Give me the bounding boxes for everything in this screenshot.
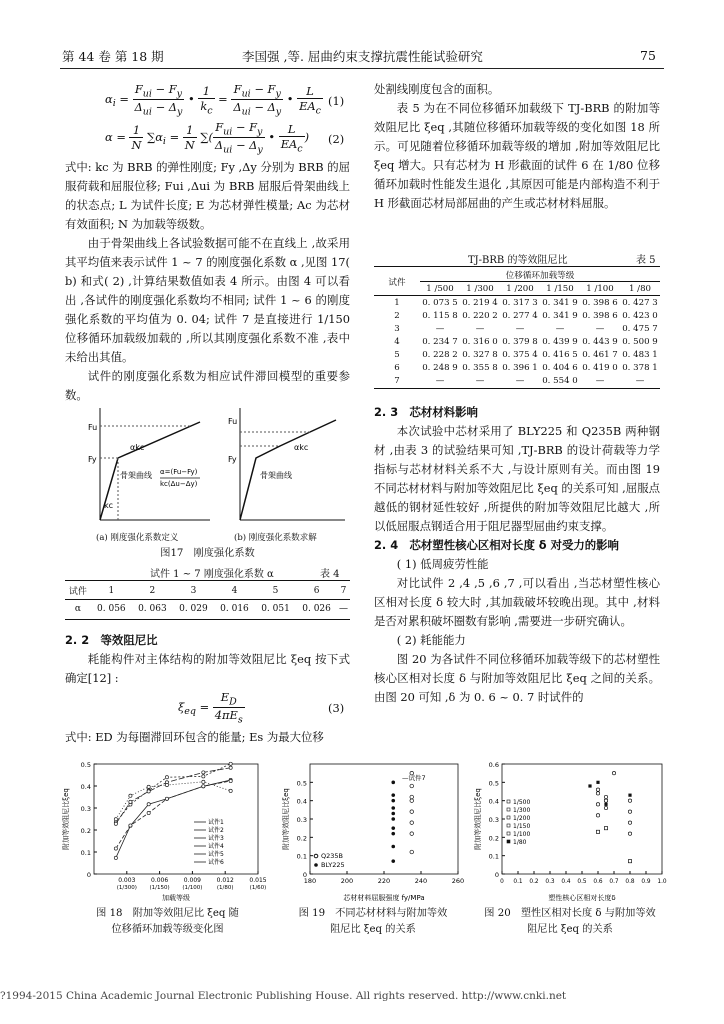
x-axis-label: 加载等级	[162, 894, 190, 902]
table-cell: 0. 398 6	[582, 310, 618, 321]
legend-label: 试件4	[208, 843, 224, 850]
table-cell: 4	[231, 585, 238, 596]
y-tick-label: 0	[302, 871, 307, 879]
data-point	[147, 811, 150, 814]
data-point	[165, 776, 168, 779]
table5-bottom-rule	[374, 388, 660, 389]
legend-label: 试件5	[208, 851, 224, 858]
data-point	[410, 795, 414, 799]
data-point	[147, 790, 150, 793]
table5-label: 表 5	[636, 255, 656, 266]
table-cell: 0. 026	[302, 604, 331, 614]
y-tick-label: 0	[86, 871, 91, 879]
section-heading: 2. 2 等效阻尼比	[65, 633, 158, 647]
fig19-caption-line2: 阻尼比 ξeq 的关系	[330, 924, 416, 935]
data-point	[612, 771, 615, 774]
left-text-block-3	[65, 728, 350, 747]
table-cell: —	[635, 375, 645, 386]
x-tick-label: 0.1	[513, 879, 523, 885]
x-tick-label: 1.0	[657, 879, 667, 885]
fig17a-diagram	[88, 408, 210, 520]
table-col-header: 1 /100	[586, 283, 614, 294]
legend-marker	[507, 816, 510, 819]
table4-top-rule	[65, 580, 350, 581]
y-tick-label: 0.1	[80, 849, 91, 857]
table-cell: 2	[149, 585, 156, 596]
paragraph: 耗能构件对主体结构的附加等效阻尼比 ξeq 按下式确定[12] :	[65, 652, 350, 685]
left-text-block-1	[65, 158, 350, 405]
page-number: 75	[640, 48, 656, 63]
table-row	[374, 322, 660, 335]
paragraph: 处割线刚度包含的面积。	[374, 82, 500, 96]
y-tick-label: 0.3	[296, 816, 307, 824]
legend-label: Q235B	[321, 852, 343, 860]
table-cell: 4	[394, 336, 400, 347]
data-point	[165, 797, 168, 800]
x-tick-label: 0.5	[577, 879, 587, 885]
x-axis-label: 塑性核心区相对长度δ	[548, 894, 616, 902]
y-axis-label: 附加等效阻尼比ξeq	[282, 788, 290, 850]
y-tick-label: 0.4	[80, 783, 91, 791]
series-line	[116, 764, 231, 823]
data-point	[596, 792, 599, 795]
table-cell: 7	[340, 585, 347, 596]
y-tick-label: 0.5	[488, 779, 499, 788]
table-cell: 0. 396 1	[502, 362, 538, 373]
legend-marker	[507, 800, 510, 803]
table-cell: 0. 056	[97, 604, 126, 614]
data-point	[391, 812, 395, 816]
y-tick-label: 0.3	[488, 816, 499, 824]
x-tick-label: 0.3	[545, 879, 555, 885]
eq1-number: (1)	[328, 94, 345, 108]
table-cell: 0. 443 9	[582, 336, 618, 347]
table-row	[374, 348, 660, 361]
x-tick-label: 0.4	[561, 879, 571, 885]
y-axis-label: 附加等效阻尼比ξeq	[62, 788, 70, 850]
x-tick-sublabel: (1/300)	[116, 885, 137, 891]
table4-bottom-rule	[65, 619, 350, 620]
table-cell: 0. 327 8	[462, 349, 498, 360]
data-point	[391, 793, 395, 797]
table-col-header: 1 /200	[506, 283, 534, 294]
x-tick-label: 0.009	[183, 877, 201, 884]
paragraph: 式中: kc 为 BRB 的弹性刚度; Fy ,Δy 分别为 BRB 的屈服荷载和屈服位移; Fui ,Δui 为 BRB 屈服后骨架曲线上的状态点; L 为试件长度; E 为芯材弹性模量; Ac 为芯材有效面积; N 为加载等级数。	[65, 160, 350, 231]
table-header-row	[374, 268, 660, 282]
table5-top-rule	[374, 266, 660, 267]
data-point	[391, 799, 395, 803]
svg-text:αkc: αkc	[294, 443, 309, 452]
svg-text:Fy: Fy	[88, 455, 97, 464]
table-cell: 1	[108, 585, 115, 596]
table-cell: 0. 029	[179, 604, 208, 614]
data-point	[391, 832, 395, 836]
data-point	[202, 785, 205, 788]
data-point	[604, 795, 607, 798]
table-cell: 0. 423 0	[622, 310, 658, 321]
table-cell: 0. 375 4	[502, 349, 538, 360]
legend-label: 1/500	[513, 799, 531, 806]
fig18-caption-line1: 图 18 附加等效阻尼比 ξeq 随	[96, 908, 239, 919]
figure-20-chart	[470, 758, 670, 908]
annotation: —试件7	[402, 774, 426, 782]
table-row	[374, 374, 660, 387]
paragraph: 本次试验中芯材采用了 BLY225 和 Q235B 两种钢材 ,由表 3 的试验结果可知 ,TJ-BRB 的设计荷载等力学指标与芯材材料关系不大 ,与设计原则有关。而由图 19 不同芯材材料与附加等效阻尼比 ξeq 的关系可知 ,屈服点越低的钢材延性较好 ,所提供的附加等效阻尼比越大 ,所以低屈服点钢适合用于阻尼器型屈曲约束支撑。	[374, 424, 660, 533]
data-point	[114, 856, 117, 859]
x-tick-label: 200	[340, 877, 354, 885]
table-cell: 0. 554 0	[542, 375, 578, 386]
data-point	[410, 832, 414, 836]
table-cell: —	[435, 375, 445, 386]
y-tick-label: 0.6	[488, 761, 499, 769]
data-point	[410, 784, 414, 788]
table-row	[374, 296, 660, 310]
table-cell: 0. 341 9	[542, 297, 578, 308]
series-line	[116, 768, 231, 824]
data-point	[114, 822, 117, 825]
svg-text:Fu: Fu	[228, 417, 238, 426]
x-axis-label: 芯材材料屈服强度 fy/MPa	[343, 894, 425, 902]
journal-volume: 第 44 卷 第 18 期	[62, 49, 164, 64]
x-tick-label: 0.2	[529, 879, 539, 885]
table-cell: 0. 439 9	[542, 336, 578, 347]
fig17-caption: 图17 刚度强化系数	[160, 548, 255, 559]
data-point	[147, 785, 150, 788]
data-point	[628, 799, 631, 802]
table-row	[65, 600, 350, 619]
x-tick-label: 240	[414, 877, 428, 885]
x-tick-label: 260	[451, 877, 465, 885]
x-tick-label: 220	[377, 877, 391, 885]
data-point	[588, 784, 591, 787]
equation-1: $\alpha_i$ = $\frac{F_{ui} - F_y}{\Delta_{ui} - \Delta_y}$ • $\frac{1}{k_c}$ = $\frac{F_{ui} - F_y}{\Delta_{ui} - \Delta_y}$ • $\frac{L}{EA_c}$	[105, 82, 321, 118]
table-cell: 0. 500 9	[622, 336, 658, 347]
figure-19-chart	[278, 758, 468, 908]
legend-label: 试件6	[208, 859, 224, 866]
paragraph: 表 5 为在不同位移循环加载级下 TJ-BRB 的附加等效阻尼比 ξeq ,其随位移循环加载等级的变化如图 18 所示。可见随着位移循环加载等级的增加 ,附加等效阻尼比 ξeq 增大。只有芯材为 H 形截面的试件 6 在 1/80 位移循环加载时性能发生退化 ,其原因可能是内部构造不利于 H 形截面芯材局部屈曲的产生或芯材材料屈服。	[374, 101, 660, 210]
fig17b-caption: (b) 刚度强化系数求解	[234, 533, 317, 543]
table-cell: 0. 483 1	[622, 349, 658, 360]
table-cell: 0. 063	[138, 604, 167, 614]
table-cell: —	[339, 604, 349, 614]
table-cell: 3	[394, 323, 400, 334]
table-cell: 5	[394, 349, 400, 360]
paragraph: 图 20 为各试件不同位移循环加载等级下的芯材塑性核心区相对长度 δ 与附加等效阻尼比 ξeq 之间的关系。由图 20 可知 ,δ 为 0. 6 ~ 0. 7 时试件的	[374, 652, 660, 704]
data-point	[202, 771, 205, 774]
y-tick-label: 0.3	[80, 805, 91, 813]
table-cell: 0. 341 9	[542, 310, 578, 321]
table-cell: —	[515, 323, 525, 334]
table-cell: 0. 378 1	[622, 362, 658, 373]
data-point	[391, 826, 395, 830]
table-cell: —	[595, 323, 605, 334]
svg-text:Fu: Fu	[88, 423, 98, 432]
data-point	[114, 847, 117, 850]
data-point	[628, 794, 631, 797]
legend-label: 1/300	[513, 807, 531, 814]
x-tick-label: 0	[500, 879, 504, 885]
legend-label: BLY225	[321, 861, 345, 869]
x-tick-label: 0.012	[216, 877, 234, 884]
data-point	[391, 859, 395, 863]
fig18-caption	[60, 906, 275, 938]
table-cell: —	[435, 323, 445, 334]
data-point	[628, 821, 631, 824]
y-tick-label: 0.1	[296, 852, 307, 861]
table-col-header: 1 /80	[628, 283, 652, 294]
legend-marker	[314, 854, 318, 858]
table-cell: 3	[190, 585, 197, 596]
y-tick-label: 0.2	[80, 827, 91, 835]
data-point	[129, 800, 132, 803]
fig17a-caption: (a) 刚度强化系数定义	[96, 533, 179, 543]
fig20-caption-line2: 阻尼比 ξeq 的关系	[527, 924, 613, 935]
legend-label: 1/200	[513, 815, 531, 822]
table-cell: 0. 398 6	[582, 297, 618, 308]
x-tick-label: 0.015	[249, 877, 267, 884]
table-cell: 0. 219 4	[462, 297, 498, 308]
table-cell: 7	[394, 375, 400, 386]
table-row	[374, 335, 660, 348]
data-point	[410, 799, 414, 803]
right-text-block-2	[374, 403, 660, 707]
table-4	[65, 582, 350, 618]
data-point	[229, 762, 232, 765]
figure-18-chart	[58, 758, 268, 908]
x-tick-label: 0.9	[641, 879, 651, 885]
data-point	[604, 827, 607, 830]
table-cell: 0. 317 3	[502, 297, 538, 308]
data-point	[628, 832, 631, 835]
y-axis-label: 附加等效阻尼比ξeq	[474, 788, 482, 850]
x-tick-sublabel: (1/150)	[149, 885, 170, 891]
data-point	[165, 783, 168, 786]
y-tick-label: 0.5	[296, 779, 307, 788]
table-cell: 0. 051	[261, 604, 290, 614]
x-tick-label: 0.006	[151, 877, 169, 884]
data-point	[596, 803, 599, 806]
legend-label: 1/100	[513, 831, 531, 838]
paragraph: 由于骨架曲线上各试验数据可能不在直线上 ,故采用其平均值来表示试件 1 ~ 7 的刚度强化系数 α ,见图 17( b) 和式( 2) ,计算结果数值如表 4 所示。由图 4 可以看出 ,各试件的刚度强化系数均不相同; 试件 1 ~ 6 的刚度强化系数的平均值为 0. 04; 试件 7 是直接进行 1/150 位移循环加载级加载的 ,所以其刚度强化系数不准 ,表中未给出其值。	[65, 236, 350, 364]
table-cell: 5	[272, 585, 279, 596]
table-cell: 0. 461 7	[582, 349, 618, 360]
data-point	[229, 779, 232, 782]
data-point	[129, 824, 132, 827]
y-tick-label: 0.1	[488, 852, 499, 861]
table-cell: 0. 220 2	[462, 310, 498, 321]
equation-3: $\xi_{eq}$ = $\frac{E_D}{4\pi E_s}$	[178, 690, 243, 726]
data-point	[604, 803, 607, 806]
running-title: 李国强 ,等. 屈曲约束支撑抗震性能试验研究	[242, 49, 483, 64]
table-row	[374, 361, 660, 374]
legend-label: 试件2	[208, 827, 224, 834]
legend-marker	[507, 808, 510, 811]
legend-marker	[507, 840, 510, 843]
table-cell: 0. 234 7	[422, 336, 458, 347]
x-tick-label: 0.7	[609, 879, 619, 885]
right-text-block-1	[374, 80, 660, 213]
y-tick-label: 0.4	[296, 797, 307, 806]
table-group-header: 位移循环加载等级	[420, 268, 660, 282]
data-point	[391, 817, 395, 821]
x-tick-sublabel: (1/60)	[249, 885, 267, 891]
table-cell: 0. 115 8	[422, 310, 458, 321]
table-cell: 1	[394, 297, 400, 308]
table-cell: 0. 379 8	[502, 336, 538, 347]
data-point	[229, 766, 232, 769]
table5-title: TJ-BRB 的等效阻尼比	[468, 255, 568, 266]
table-cell: —	[475, 323, 485, 334]
table-cell: 0. 228 2	[422, 349, 458, 360]
svg-text:kc: kc	[104, 501, 114, 510]
subheading: ( 2) 耗能能力	[396, 633, 466, 647]
table-corner: 试件	[388, 277, 406, 288]
data-point	[410, 850, 414, 854]
y-tick-label: 0	[494, 871, 499, 879]
svg-text:骨架曲线: 骨架曲线	[120, 471, 152, 480]
table-cell: 试件	[68, 587, 87, 597]
data-point	[604, 806, 607, 809]
data-point	[147, 803, 150, 806]
paragraph: 式中: ED 为每圈滞回环包含的能量; Es 为最大位移	[65, 730, 324, 744]
svg-text:骨架曲线: 骨架曲线	[260, 471, 292, 480]
table-cell: 0. 016	[220, 604, 249, 614]
table-cell: 6	[394, 362, 400, 373]
x-tick-sublabel: (1/100)	[182, 885, 203, 891]
fig19-caption-line1: 图 19 不同芯材材料与附加等效	[298, 908, 448, 919]
legend-marker	[314, 863, 318, 867]
svg-text:Fy: Fy	[228, 455, 237, 464]
subheading: ( 1) 低周疲劳性能	[396, 557, 489, 571]
svg-text:α=(Fu−Fy): α=(Fu−Fy)	[160, 468, 198, 476]
table-header-row	[65, 582, 350, 600]
data-point	[202, 780, 205, 783]
data-point	[129, 794, 132, 797]
section-heading: 2. 3 芯材材料影响	[374, 405, 478, 419]
data-point	[202, 775, 205, 778]
table-cell: 0. 416 5	[542, 349, 578, 360]
y-tick-label: 0.5	[80, 761, 91, 769]
data-point	[410, 821, 414, 825]
fig20-caption-line1: 图 20 塑性区相对长度 δ 与附加等效	[484, 908, 656, 919]
table-cell: 0. 419 0	[582, 362, 618, 373]
y-tick-label: 0.2	[296, 834, 307, 843]
left-text-block-2	[65, 631, 350, 688]
x-tick-label: 0.6	[593, 879, 603, 885]
table-row	[374, 309, 660, 322]
legend-label: 1/80	[513, 839, 527, 846]
table-cell: 0. 248 9	[422, 362, 458, 373]
table4-title: 试件 1 ~ 7 刚度强化系数 α	[150, 569, 274, 580]
data-point	[628, 860, 631, 863]
data-point	[391, 781, 395, 785]
eq2-number: (2)	[328, 132, 345, 146]
legend-label: 1/150	[513, 823, 531, 830]
table-cell: α	[74, 604, 81, 614]
x-tick-label: 180	[303, 877, 317, 885]
data-point	[229, 789, 232, 792]
x-tick-label: 0.8	[625, 879, 635, 885]
eq3-number: (3)	[328, 701, 345, 715]
table-col-header: 1 /150	[546, 283, 574, 294]
table-cell: —	[555, 323, 565, 334]
table-cell: —	[475, 375, 485, 386]
legend-marker	[507, 832, 510, 835]
x-tick-sublabel: (1/80)	[216, 885, 234, 891]
legend-marker	[507, 824, 510, 827]
data-point	[114, 818, 117, 821]
paragraph: 试件的刚度强化系数为相应试件滞回模型的重要参数。	[65, 369, 350, 402]
table-cell: 2	[394, 310, 400, 321]
legend-label: 试件3	[208, 835, 224, 842]
y-tick-label: 0.2	[488, 834, 499, 843]
data-point	[410, 810, 414, 814]
table-cell: —	[515, 375, 525, 386]
table-5	[374, 268, 660, 387]
fig17b-diagram	[228, 408, 345, 520]
table-cell: 0. 355 8	[462, 362, 498, 373]
table-cell: 0. 427 3	[622, 297, 658, 308]
x-tick-label: 0.003	[118, 877, 136, 884]
fig19-caption	[278, 906, 468, 938]
data-point	[596, 814, 599, 817]
data-point	[391, 806, 395, 810]
fig20-caption	[470, 906, 670, 938]
data-point	[628, 810, 631, 813]
table-col-header: 1 /300	[466, 283, 494, 294]
table-cell: 0. 475 7	[622, 323, 658, 334]
data-point	[596, 788, 599, 791]
section-heading: 2. 4 芯材塑性核心区相对长度 δ 对受力的影响	[374, 538, 619, 552]
data-point	[604, 799, 607, 802]
table-col-header: 1 /500	[426, 283, 454, 294]
data-point	[596, 830, 599, 833]
legend-label: 试件1	[208, 819, 224, 826]
fig18-caption-line2: 位移循环加载等级变化图	[111, 924, 224, 935]
equation-2: α = $\frac{1}{N}$ $\sum\alpha_i$ = $\frac{1}{N}$ ∑( $\frac{F_{ui} - F_y}{\Delta_{ui} - \Delta_y}$ • $\frac{L}{EA_c}$ )	[105, 120, 310, 156]
table4-label: 表 4	[320, 569, 340, 580]
svg-text:αkc: αkc	[130, 443, 145, 452]
table-cell: 0. 316 0	[462, 336, 498, 347]
table-cell: 0. 277 4	[502, 310, 538, 321]
table-cell: —	[595, 375, 605, 386]
figure-17	[70, 400, 350, 530]
y-tick-label: 0.4	[488, 797, 499, 806]
svg-text:kc(Δu−Δy): kc(Δu−Δy)	[160, 480, 198, 488]
copyright-footer: ?1994-2015 China Academic Journal Electronic Publishing House. All rights reserved. http://www.cnki.net	[0, 990, 567, 1002]
table-cell: 6	[313, 585, 320, 596]
paragraph: 对比试件 2 ,4 ,5 ,6 ,7 ,可以看出 ,当芯材塑性核心区相对长度 δ 较大时 ,其加载破坏较晚出现。其中 ,材料是否对累积破坏圈数有影响 ,需要进一步研究确认。	[374, 576, 660, 628]
header-rule	[60, 68, 664, 69]
table-cell: 0. 073 5	[422, 297, 458, 308]
data-point	[596, 781, 599, 784]
data-point	[391, 845, 395, 849]
table-cell: 0. 404 6	[542, 362, 578, 373]
